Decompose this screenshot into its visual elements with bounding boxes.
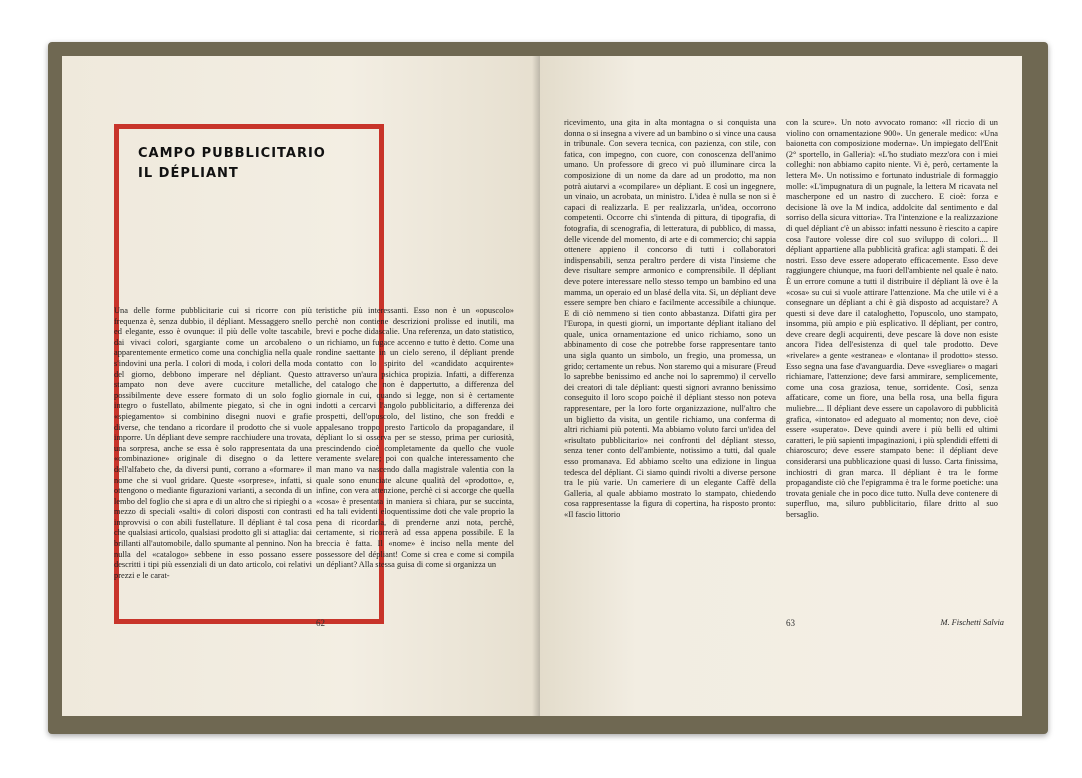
left-page [62,56,540,716]
left-column-1 [114,306,312,686]
right-column-1 [564,118,776,688]
right-column-1-text: ricevimento, una gita in alta montagna o si conquista una donna o si insegna a vivere ad un bambino o si vince una causa in tribunale. Con severa tecnica, con pazienza, con stile, con fatica, con impegno, con cuore, con conoscenza dell'animo umano. Un professore di greco vi può illuminare circa la composizione di un nome da dare ad un prodotto, ma non potrà aiutarvi a «compilare» un dépliant. E così un ingegnere, un vinaio, un acrobata, un ministro. L'idea è nulla se non si è capaci di realizzarla. E per realizzarla, un'idea, occorrono competenti. Occorre chi s'intenda di pittura, di tipografia, di fotografia, di scenografia, di letteratura, di pubblico, di massa, delle vicende del momento, di arte e di commercio; chi sappia ottenere appieno il concorso di tutti i collaboratori indispensabili, senza peraltro perdere di vista l'insieme che deve risultare sempre armonico e comprensibile. Il dépliant deve potere interessare nello stesso tempo un bambino ed una mamma, un operaio ed un blasé della vita. Sì, un dépliant deve essere sempre ben chiaro e facilmente accessibile a chiunque. E di ciò nemmeno si tien conto abbastanza. Difatti gira per l'Europa, in questi giorni, un importante dépliant italiano del quale, unica ornamentazione ed unico richiamo, sono un abbinamento di cose che potrebbe forse rappresentare tanto una sigla quanto un simbolo, un fregio, una promessa, un grido; certamente un rebus. Non staremo qui a misurare (Freud lo saprebbe benissimo ed anche noi lo sapremmo) il cervello dei creatori di tale dépliant: questi signori avranno benissimo conseguito il loro scopo poichè il dépliant stesso non poteva rappresentare, per la loro forte organizzazione, null'altro che un biglietto da visita, un gentile richiamo, una conferma di altri richiami più potenti. Ma abbiamo voluto farci un'idea del «risultato pubblicitario» nei confronti del dépliant stesso, senza tener conto dell'ambiente, notissimo a tutti, dal quale esso promanava. Ed abbiamo scelto una edizione in lingua tedesca del dépliant. Ci siamo quindi rivolti a diverse persone tra le più varie. Un cameriere di un elegante Caffè della Galleria, al quale abbiamo mostrato lo stampato, chiedendo cosa rappresentasse la figura di copertina, ha risposto pronto: «Il fascio littorio [564,118,776,519]
left-page-number: 62 [316,618,325,628]
article-title [138,144,326,184]
right-column-2-text: con la scure». Un noto avvocato romano: «Il riccio di un violino con ornamentazione 900». Un generale medico: «Una baionetta con composizione moderna». Un impiegato dell'Enit (2° sportello, in Galleria): «L'ho studiato mezz'ora con i miei colleghi: non abbiamo capito niente. Vi è, però, certamente la lettera M». Un notissimo e fortunato industriale di formaggio molle: «L'impugnatura di un pugnale, la lettera M ricavata nel mascherpone ed un nastro di zucchero. E cioè: forza e decisione là ove la M indica, addolcite dal sentimento e dal sorriso della sicura vittoria». Tra l'intenzione e la realizzazione di quel dépliant c'è un abisso: infatti nessuno è riescito a capire cosa l'autore volesse dire col suo sviluppo di colori.... Il dépliant appartiene alla pubblicità grafica: agli stampati. È dei nostri. Esso deve essere adoperato efficacemente. Esso deve raggiungere chiunque, ma fuori dell'ambiente nel quale è nato. È un errore comune a tutti il distribuire il dépliant là ove è la «cosa» su cui si vuole attirare l'attenzione. Ma che utile vi è a consegnare un dépliant a chi è già disposto ad acquistare? A questi si deve dare il cataloghetto, l'opuscolo, uno stampato, insomma, più ampio e più esplicativo. Il dépliant, per contro, deve creare degli acquirenti, deve pescare là dove non esiste ancora l'idea dell'esistenza di quel tale prodotto. Deve «rivelare» a gente «estranea» e «lontana» il prodotto» stesso. Esso segna una fase d'avanguardia. Deve «svegliare» o magari richiamare, l'attenzione; deve farsi ammirare, semplicemente, come una cosa graziosa, tenue, sorridente. Così, senza affaticare, come un fiore, una bella rosa, una bella figura muliebre.... Il dépliant deve essere un capolavoro di pubblicità grafica, «intonato» ed adeguato al momento; non deve, cioè essere «superato». Deve quindi avere i più belli ed ultimi caratteri, le più sapienti impaginazioni, i più splendidi effetti di chiaroscuro; deve essere stampato bene: il dépliant deve considerarsi una pubblicazione quasi di lusso. Carta finissima, inchiostri di gran marca. Il dépliant è tra le forme propagandiste ciò che l'epigramma è tra le forme poetiche: una trovata geniale che in poco dice tutto. Nulla deve contenere di superfluo, ma, siluro pubblicitario, filare dritto al suo bersaglio. [786,118,998,519]
author-signature: M. Fischetti Salvia [940,618,1004,627]
title-line-2: IL DÉPLIANT [138,166,239,181]
right-page-number: 63 [786,618,795,628]
left-column-2-text: teristiche più interessanti. Esso non è un «opuscolo» perchè non contiene descrizioni prolisse ed inutili, ma brevi e poche didascalie. Una referenza, un dato statistico, un richiamo, un fugace accenno e tutto è detto. Come una rondine saettante in un cielo sereno, il dépliant prende contatto con lo spirito del «candidato acquirente» attraverso un'aura psichica propizia. Infatti, a differenza del catalogo che non è dappertutto, a differenza del giornale in cui, quando si legge, non si è certamente indotti a cercarvi l'angolo pubblicitario, a differenza dei prospetti, dell'opuscolo, del listino, che son freddi e appalesano troppo presto l'articolo da propagandare, il dépliant lo si osserva per se stesso, prima per curiosità, prescindendo cioè completamente da quello che vuole veramente svelare; poi con qualche interessamento che man mano va nascendo dalla magistrale valentia con la quale sono enunciate alcune qualità del «prodotto», e, infine, con vera attenzione, perchè ci si accorge che quella «cosa» è presentata in maniera sì chiara, pur se succinta, ed ha tali evidenti eloquentissime doti che vale proprio la pena di ricordarla, di prenderne anzi nota, perchè, certamente, si ricorrerà ad essa appena possibile. E la breccia è fatta. Il «nome» è inciso nella mente del possessore del dépliant! Come si crea e come si compila un dépliant? Alla stessa guisa di come si organizza un [316,306,514,570]
right-page [540,56,1022,716]
left-column-2 [316,306,514,686]
left-column-1-text: Una delle forme pubblicitarie cui si ricorre con più frequenza è, senza dubbio, il dépliant. Messaggero snello ed elegante, esso è ovunque: il più delle volte tascabile, dai vivaci colori, sgargiante come un arcobaleno o apparentemente ermetico come una conchiglia nella quale s'indovini una perla. I colori di moda, i colori della moda del giorno, debbono imperare nel dépliant. Questo stampato non deve avere cucciture metalliche, possibilmente deve essere formato di un solo foglio integro o fustellato, abilmente piegato, sì che in ogni «spiegamento» si combinino disegni nuovi e grafie diverse, che tendano a ricordare il prodotto che si vuole imporre. Un dépliant deve sempre racchiudere una trovata, una sorpresa, anche se essa è solo rappresentata da una «combinazione» originale di disegno o da lettere dell'alfabeto che, da diversi punti, corrano a «formare» il nome che si vuol gridare. Queste «sorprese», infatti, si ottengono o mediante figurazioni varianti, a seconda di un lembo del foglio che si apra e di un altro che si ripieghi o a mezzo di speciali «salti» di colori disposti con contrasti improvvisi o con abili fustellature. Il dépliant è tal cosa che qualsiasi articolo, qualsiasi prodotto gli si attaglia: dai brillanti all'automobile, dallo spumante al pennino. Non ha nulla del «catalogo» sebbene in esso possano essere descritti i tipi più essenziali di un dato articolo, coi relativi prezzi e le carat- [114,306,312,580]
right-column-2 [786,118,998,674]
title-line-1: CAMPO PUBBLICITARIO [138,146,326,161]
